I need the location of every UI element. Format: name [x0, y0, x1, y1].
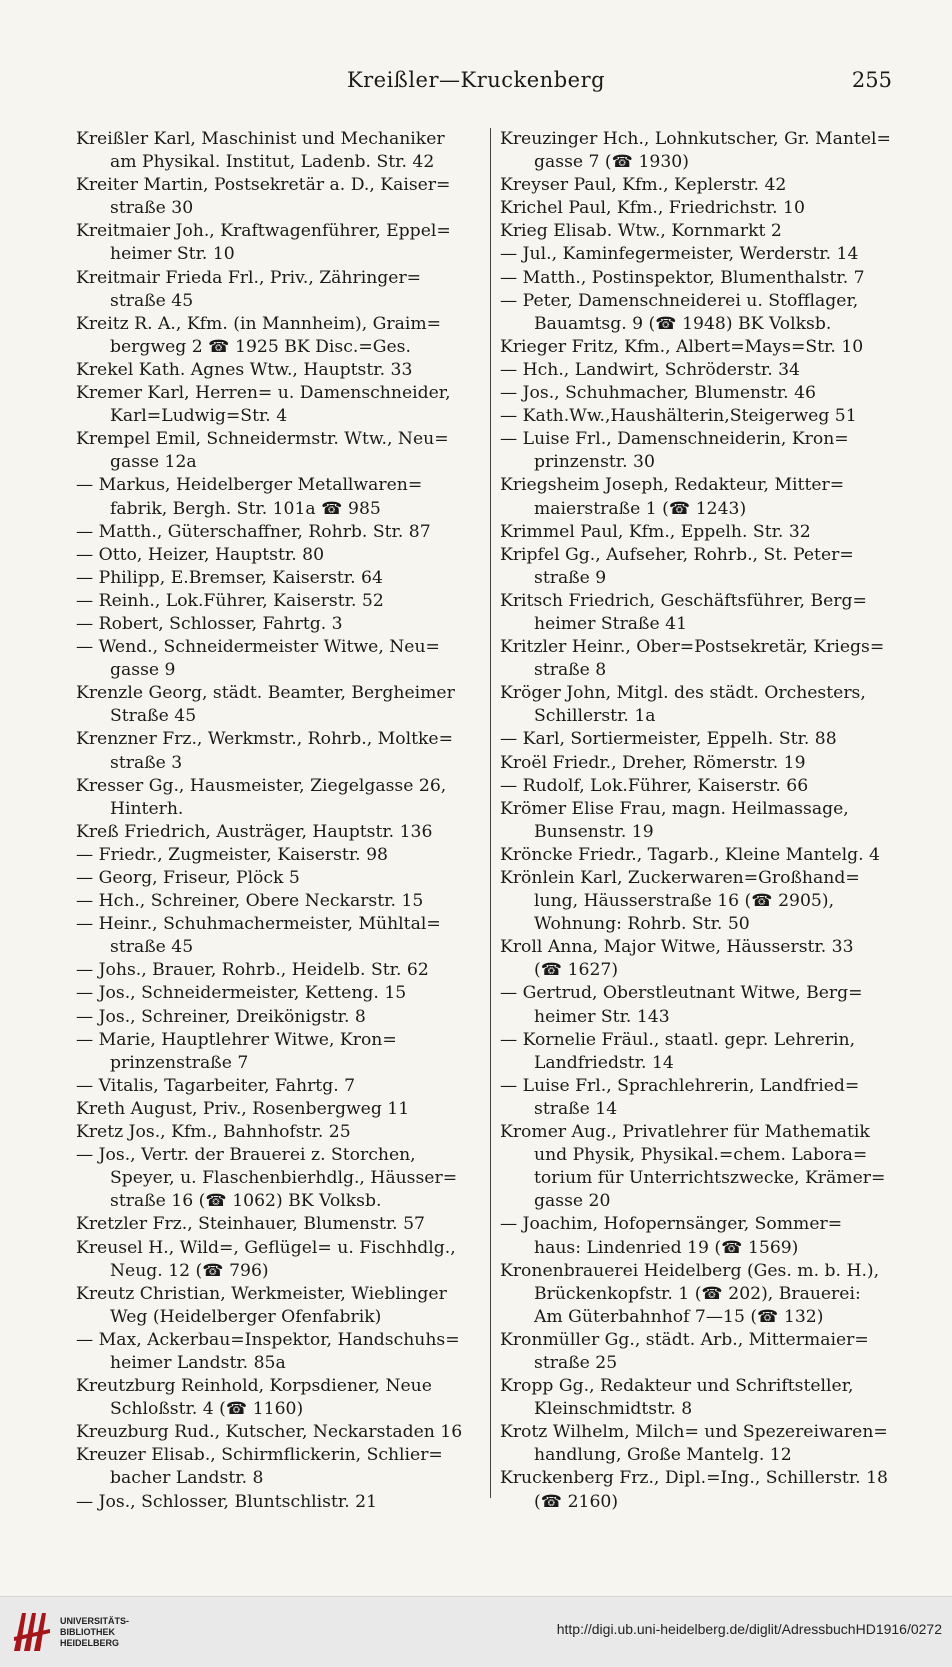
entry-continuation-line: Schloßstr. 4 (☎ 1160)	[110, 1399, 304, 1420]
entry-continuation-line: torium für Unterrichtszwecke, Krämer=	[534, 1168, 886, 1189]
entry-continuation-line: straße 25	[534, 1352, 618, 1373]
directory-entry	[76, 1491, 481, 1514]
directory-entry	[76, 359, 481, 382]
entry-line: Krenzner Frz., Werkmstr., Rohrb., Moltke=	[76, 729, 453, 750]
running-title: Kreißler—Kruckenberg	[346, 68, 606, 92]
directory-entry	[76, 1029, 481, 1075]
entry-line: Kretzler Frz., Steinhauer, Blumenstr. 57	[76, 1214, 425, 1235]
source-url-link[interactable]: http://digi.ub.uni-heidelberg.de/diglit/AdressbuchHD1916/0272	[556, 1621, 942, 1637]
directory-entry	[76, 821, 481, 844]
entry-line: Kreitmaier Joh., Kraftwagenführer, Eppel=	[76, 221, 451, 242]
entry-continuation-line: Schillerstr. 1a	[534, 706, 656, 727]
directory-entry	[500, 267, 912, 290]
entry-continuation-line: straße 9	[534, 567, 607, 588]
entry-line: — Peter, Damenschneiderei u. Stofflager,	[500, 290, 859, 311]
entry-line: Kreth August, Priv., Rosenbergweg 11	[76, 1098, 410, 1119]
entry-line: Kremer Karl, Herren= u. Damenschneider,	[76, 383, 451, 404]
directory-entry	[500, 752, 912, 775]
directory-entry	[500, 1213, 912, 1259]
library-logo	[10, 1607, 150, 1657]
directory-entry	[500, 775, 912, 798]
directory-entry	[500, 197, 912, 220]
directory-entry	[76, 1283, 481, 1329]
entry-line: — Luise Frl., Damenschneiderin, Kron=	[500, 429, 849, 450]
entry-line: Kreß Friedrich, Austräger, Hauptstr. 136	[76, 821, 433, 842]
logo-line: UNIVERSITÄTS-	[60, 1616, 130, 1626]
directory-entry	[500, 1029, 912, 1075]
entry-continuation-line: Am Güterbahnhof 7—15 (☎ 132)	[534, 1306, 824, 1327]
entry-line: Kronenbrauerei Heidelberg (Ges. m. b. H.),	[500, 1260, 880, 1281]
entry-line: — Jos., Schlosser, Bluntschlistr. 21	[76, 1491, 378, 1512]
directory-entry	[500, 428, 912, 474]
right-column	[500, 128, 912, 1523]
directory-entry	[500, 243, 912, 266]
entry-continuation-line: prinzenstraße 7	[110, 1052, 249, 1073]
directory-entry	[76, 544, 481, 567]
entry-line: Kriegsheim Joseph, Redakteur, Mitter=	[500, 475, 845, 496]
entry-line: — Matth., Güterschaffner, Rohrb. Str. 87	[76, 521, 431, 542]
entry-line: Kresser Gg., Hausmeister, Ziegelgasse 26,	[76, 775, 447, 796]
directory-entry	[76, 1144, 481, 1213]
entry-line: — Philipp, E.Bremser, Kaiserstr. 64	[76, 567, 383, 588]
entry-line: Kreiter Martin, Postsekretär a. D., Kaiser=	[76, 175, 451, 196]
directory-entry	[76, 867, 481, 890]
library-seal-icon	[10, 1607, 54, 1657]
entry-continuation-line: straße 14	[534, 1098, 618, 1119]
entry-line: Krieg Elisab. Wtw., Kornmarkt 2	[500, 221, 782, 242]
entry-line: Kritzler Heinr., Ober=Postsekretär, Kriegs=	[500, 637, 885, 658]
entry-line: — Kath.Ww.,Haushälterin,Steigerweg 51	[500, 406, 857, 427]
entry-line: Kropp Gg., Redakteur und Schriftsteller,	[500, 1376, 854, 1397]
column-divider	[490, 128, 491, 1498]
entry-line: — Reinh., Lok.Führer, Kaiserstr. 52	[76, 590, 384, 611]
entry-continuation-line: gasse 20	[534, 1191, 611, 1212]
entry-line: — Heinr., Schuhmachermeister, Mühltal=	[76, 914, 441, 935]
entry-continuation-line: heimer Landstr. 85a	[110, 1352, 286, 1373]
entry-line: Kreutzburg Reinhold, Korpsdiener, Neue	[76, 1376, 432, 1397]
directory-entry	[76, 982, 481, 1005]
entry-continuation-line: haus: Lindenried 19 (☎ 1569)	[534, 1237, 799, 1258]
entry-line: Kreuzer Elisab., Schirmflickerin, Schlier=	[76, 1445, 443, 1466]
directory-entry	[76, 1444, 481, 1490]
entry-line: Kritsch Friedrich, Geschäftsführer, Berg=	[500, 590, 867, 611]
entry-line: Kripfel Gg., Aufseher, Rohrb., St. Peter=	[500, 544, 854, 565]
directory-entry	[500, 1375, 912, 1421]
directory-entry	[500, 220, 912, 243]
entry-line: Krekel Kath. Agnes Wtw., Hauptstr. 33	[76, 359, 413, 380]
logo-line: BIBLIOTHEK	[60, 1627, 115, 1637]
directory-entry	[500, 844, 912, 867]
entry-continuation-line: straße 30	[110, 198, 194, 219]
directory-entry	[76, 267, 481, 313]
directory-entry	[500, 1467, 912, 1513]
directory-entry	[76, 521, 481, 544]
directory-entry	[76, 174, 481, 220]
entry-continuation-line: Neug. 12 (☎ 796)	[110, 1260, 269, 1281]
directory-entry	[76, 1213, 481, 1236]
directory-entry	[500, 798, 912, 844]
entry-line: — Vitalis, Tagarbeiter, Fahrtg. 7	[76, 1075, 356, 1096]
directory-entry	[76, 636, 481, 682]
entry-line: — Jos., Schuhmacher, Blumenstr. 46	[500, 383, 816, 404]
entry-continuation-line: bacher Landstr. 8	[110, 1468, 264, 1489]
entry-line: Krönlein Karl, Zuckerwaren=Großhand=	[500, 868, 860, 888]
entry-line: — Matth., Postinspektor, Blumenthalstr. 7	[500, 267, 865, 288]
entry-line: — Rudolf, Lok.Führer, Kaiserstr. 66	[500, 775, 809, 796]
directory-entry	[500, 128, 912, 174]
entry-line: Kreutz Christian, Werkmeister, Wieblinger	[76, 1283, 447, 1304]
entry-continuation-line: Weg (Heidelberger Ofenfabrik)	[110, 1306, 382, 1327]
entry-continuation-line: straße 16 (☎ 1062) BK Volksb.	[110, 1191, 382, 1212]
directory-entry	[76, 613, 481, 636]
directory-entry	[500, 405, 912, 428]
entry-line: — Otto, Heizer, Hauptstr. 80	[76, 544, 325, 565]
entry-line: Kreusel H., Wild=, Geflügel= u. Fischhdlg.,	[76, 1237, 456, 1258]
entry-line: Kromer Aug., Privatlehrer für Mathematik	[500, 1122, 870, 1143]
directory-entry	[500, 359, 912, 382]
entry-line: Kruckenberg Frz., Dipl.=Ing., Schillerstr. 18	[500, 1468, 888, 1489]
entry-line: Kreyser Paul, Kfm., Keplerstr. 42	[500, 175, 787, 196]
entry-line: — Karl, Sortiermeister, Eppelh. Str. 88	[500, 729, 837, 750]
directory-entry	[76, 428, 481, 474]
entry-continuation-line: straße 8	[534, 660, 607, 681]
directory-entry	[76, 220, 481, 266]
directory-entry	[76, 1329, 481, 1375]
entry-continuation-line: Kleinschmidtstr. 8	[534, 1399, 693, 1420]
entry-line: Kreißler Karl, Maschinist und Mechaniker	[76, 129, 445, 149]
directory-entry	[76, 567, 481, 590]
entry-continuation-line: gasse 7 (☎ 1930)	[534, 152, 689, 173]
entry-line: — Max, Ackerbau=Inspektor, Handschuhs=	[76, 1329, 460, 1350]
directory-entry	[76, 128, 481, 174]
entry-line: — Hch., Schreiner, Obere Neckarstr. 15	[76, 891, 424, 912]
directory-entry	[500, 544, 912, 590]
directory-entry	[500, 636, 912, 682]
entry-continuation-line: straße 45	[110, 937, 194, 958]
entry-line: — Hch., Landwirt, Schröderstr. 34	[500, 359, 800, 380]
directory-entry	[500, 728, 912, 751]
entry-line: — Kornelie Fräul., staatl. gepr. Lehrerin,	[500, 1029, 856, 1050]
entry-continuation-line: heimer Str. 10	[110, 244, 235, 265]
entry-continuation-line: prinzenstr. 30	[534, 452, 655, 473]
directory-entry	[76, 913, 481, 959]
entry-line: Kreitz R. A., Kfm. (in Mannheim), Graim=	[76, 313, 442, 334]
entry-continuation-line: Brückenkopfstr. 1 (☎ 202), Brauerei:	[534, 1283, 861, 1304]
directory-entry	[76, 590, 481, 613]
directory-entry	[500, 590, 912, 636]
library-logo-text	[60, 1616, 129, 1649]
entry-continuation-line: straße 45	[110, 290, 194, 311]
directory-entry	[76, 313, 481, 359]
directory-entry	[500, 336, 912, 359]
entry-line: — Wend., Schneidermeister Witwe, Neu=	[76, 637, 440, 658]
directory-entry	[76, 682, 481, 728]
directory-entry	[76, 959, 481, 982]
directory-entry	[500, 1329, 912, 1375]
entry-line: Krempel Emil, Schneidermstr. Wtw., Neu=	[76, 429, 449, 450]
directory-entry	[500, 1260, 912, 1329]
directory-entry	[500, 174, 912, 197]
entry-line: — Georg, Friseur, Plöck 5	[76, 868, 300, 888]
running-head	[0, 68, 952, 98]
entry-line: — Jul., Kaminfegermeister, Werderstr. 14	[500, 244, 859, 265]
directory-entry	[76, 775, 481, 821]
entry-line: — Markus, Heidelberger Metallwaren=	[76, 475, 423, 496]
directory-entry	[500, 1075, 912, 1121]
entry-continuation-line: gasse 12a	[110, 452, 197, 473]
entry-continuation-line: Landfriedstr. 14	[534, 1052, 674, 1073]
directory-entry	[500, 982, 912, 1028]
entry-line: — Robert, Schlosser, Fahrtg. 3	[76, 613, 343, 634]
directory-entry	[500, 867, 912, 936]
entry-line: Kronmüller Gg., städt. Arb., Mittermaier=	[500, 1329, 869, 1350]
entry-continuation-line: (☎ 1627)	[534, 960, 619, 981]
directory-entry	[500, 474, 912, 520]
entry-continuation-line: (☎ 2160)	[534, 1491, 619, 1512]
entry-continuation-line: heimer Straße 41	[534, 613, 688, 634]
directory-entry	[500, 382, 912, 405]
directory-entry	[76, 1375, 481, 1421]
directory-entry	[76, 474, 481, 520]
entry-continuation-line: Straße 45	[110, 706, 197, 727]
entry-continuation-line: lung, Häusserstraße 16 (☎ 2905),	[534, 891, 835, 912]
entry-line: Kreuzinger Hch., Lohnkutscher, Gr. Mantel=	[500, 129, 891, 149]
entry-continuation-line: gasse 9	[110, 660, 176, 681]
entry-line: — Luise Frl., Sprachlehrerin, Landfried=	[500, 1075, 860, 1096]
entry-continuation-line: heimer Str. 143	[534, 1006, 670, 1027]
entry-line: Kroll Anna, Major Witwe, Häusserstr. 33	[500, 937, 854, 958]
entry-line: Kretz Jos., Kfm., Bahnhofstr. 25	[76, 1122, 351, 1143]
directory-entry	[500, 290, 912, 336]
directory-entry	[76, 1098, 481, 1121]
entry-continuation-line: bergweg 2 ☎ 1925 BK Disc.=Ges.	[110, 336, 411, 357]
entry-line: Kroël Friedr., Dreher, Römerstr. 19	[500, 752, 806, 773]
entry-line: — Gertrud, Oberstleutnant Witwe, Berg=	[500, 983, 863, 1004]
entry-line: — Jos., Schreiner, Dreikönigstr. 8	[76, 1006, 366, 1027]
entry-line: Krenzle Georg, städt. Beamter, Bergheimer	[76, 683, 455, 704]
entry-continuation-line: Karl=Ludwig=Str. 4	[110, 406, 288, 427]
entry-line: — Joachim, Hofopernsänger, Sommer=	[500, 1214, 843, 1235]
directory-entry	[76, 1006, 481, 1029]
directory-columns	[76, 128, 912, 1523]
entry-continuation-line: Hinterh.	[110, 798, 184, 819]
entry-line: Kreitmair Frieda Frl., Priv., Zähringer=	[76, 267, 422, 288]
entry-continuation-line: Bauamtsg. 9 (☎ 1948) BK Volksb.	[534, 313, 832, 334]
entry-continuation-line: am Physikal. Institut, Ladenb. Str. 42	[110, 152, 435, 173]
entry-continuation-line: Speyer, u. Flaschenbierhdlg., Häusser=	[110, 1168, 458, 1189]
entry-continuation-line: Wohnung: Rohrb. Str. 50	[534, 914, 750, 935]
directory-entry	[76, 890, 481, 913]
entry-line: — Marie, Hauptlehrer Witwe, Kron=	[76, 1029, 397, 1050]
entry-continuation-line: handlung, Große Mantelg. 12	[534, 1445, 792, 1466]
entry-line: Krieger Fritz, Kfm., Albert=Mays=Str. 10	[500, 336, 864, 357]
directory-entry	[500, 1421, 912, 1467]
logo-line: HEIDELBERG	[60, 1638, 120, 1648]
left-column	[76, 128, 481, 1523]
directory-entry	[500, 936, 912, 982]
directory-entry	[500, 1121, 912, 1213]
directory-entry	[76, 1237, 481, 1283]
entry-line: — Jos., Vertr. der Brauerei z. Storchen,	[76, 1145, 416, 1166]
entry-continuation-line: straße 3	[110, 752, 183, 773]
entry-line: Kreuzburg Rud., Kutscher, Neckarstaden 16	[76, 1422, 463, 1443]
page-number: 255	[851, 68, 892, 92]
entry-line: Krichel Paul, Kfm., Friedrichstr. 10	[500, 198, 805, 219]
entry-line: Kröger John, Mitgl. des städt. Orchesters,	[500, 683, 866, 704]
entry-continuation-line: und Physik, Physikal.=chem. Labora=	[534, 1145, 868, 1166]
entry-continuation-line: Bunsenstr. 19	[534, 821, 654, 842]
directory-entry	[76, 382, 481, 428]
directory-entry	[76, 1075, 481, 1098]
entry-continuation-line: maierstraße 1 (☎ 1243)	[534, 498, 747, 519]
entry-line: Krimmel Paul, Kfm., Eppelh. Str. 32	[500, 521, 811, 542]
directory-entry	[76, 728, 481, 774]
entry-line: Kröncke Friedr., Tagarb., Kleine Mantelg. 4	[500, 844, 880, 865]
entry-line: — Jos., Schneidermeister, Ketteng. 15	[76, 983, 407, 1004]
library-footer	[0, 1596, 952, 1667]
directory-entry	[500, 521, 912, 544]
entry-continuation-line: fabrik, Bergh. Str. 101a ☎ 985	[110, 498, 381, 519]
directory-entry	[500, 682, 912, 728]
directory-entry	[76, 844, 481, 867]
entry-line: — Friedr., Zugmeister, Kaiserstr. 98	[76, 844, 388, 865]
directory-entry	[76, 1121, 481, 1144]
entry-line: Krömer Elise Frau, magn. Heilmassage,	[500, 798, 849, 819]
entry-line: — Johs., Brauer, Rohrb., Heidelb. Str. 62	[76, 960, 429, 981]
entry-line: Krotz Wilhelm, Milch= und Spezereiwaren=	[500, 1422, 888, 1443]
directory-entry	[76, 1421, 481, 1444]
